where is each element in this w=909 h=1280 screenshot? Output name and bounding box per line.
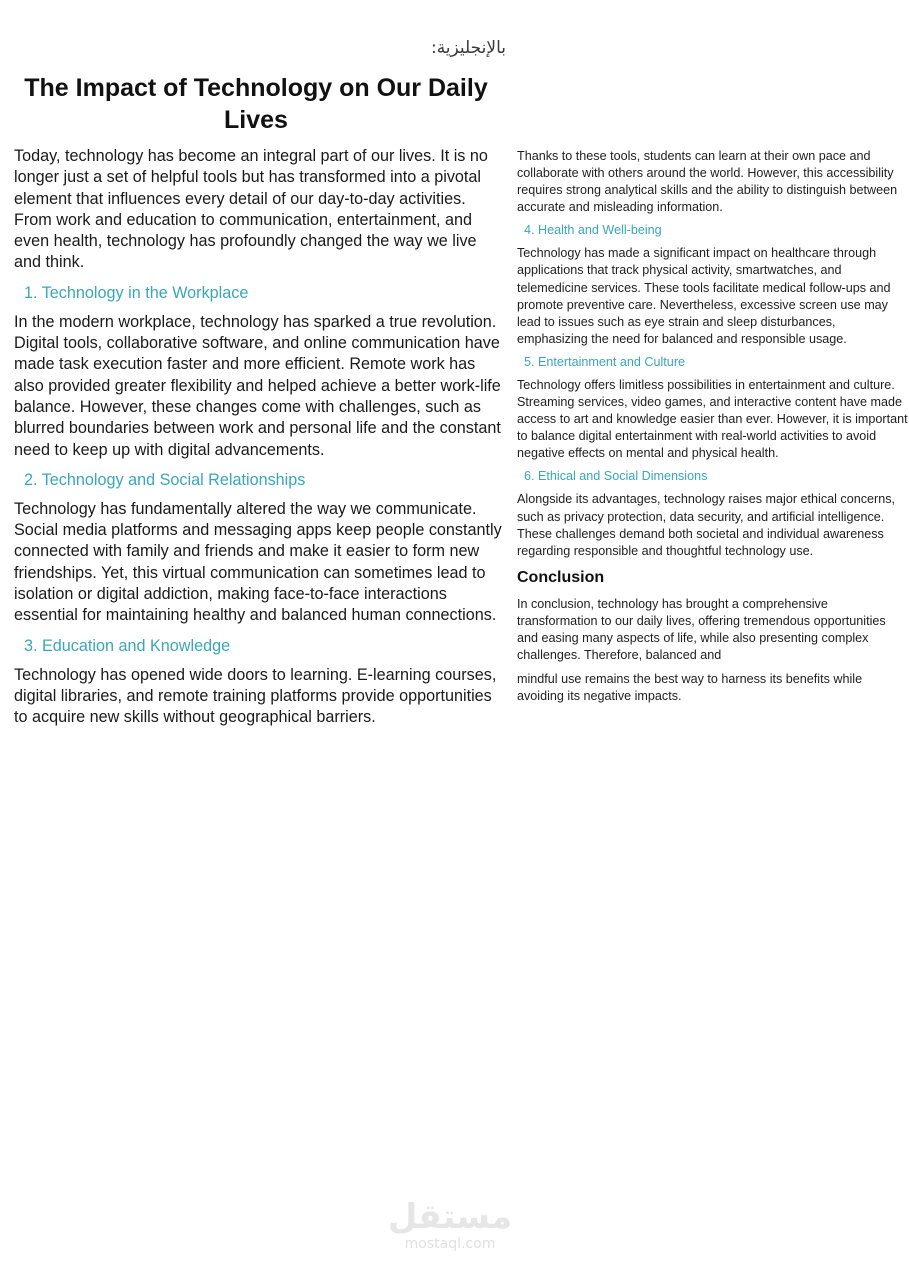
section-body-social: Technology has fundamentally altered the way we communicate. Social media platforms and messaging apps keep people constantly connected with family and friends and make it easier to form new friendships. Yet, this virtual communication can sometimes lead to isolation or digital addiction, making face-to-face interactions essential for maintaining healthy and balanced human connections. (14, 499, 502, 625)
section-heading-education: 3. Education and Knowledge (24, 636, 231, 655)
mostaql-watermark (380, 1198, 520, 1252)
conclusion-body-part1: In conclusion, technology has brought a comprehensive transformation to our daily lives, offering tremendous opportunities and easing many aspects of life, while also presenting complex challenges. Therefore, balanced and (517, 596, 886, 663)
section-heading-ethics: 6. Ethical and Social Dimensions (524, 469, 708, 484)
watermark-url: mostaql.com (404, 1236, 496, 1252)
section-body-health: Technology has made a significant impact on healthcare through applications that track physical activity, smartwatches, and telemedicine services. These tools facilitate medical follow-ups and promote preventive care. Nevertheless, excessive screen use may lead to issues such as eye strain and sleep disturbances, emphasizing the need for balanced and responsible usage. (517, 246, 891, 346)
education-continuation: Thanks to these tools, students can learn at their own pace and collaborate with others around the world. However, this accessibility requires strong analytical skills and the ability to distinguish between accurate and misleading information. (517, 149, 898, 215)
section-heading-entertainment: 5. Entertainment and Culture (524, 354, 686, 369)
section-heading-health: 4. Health and Well-being (524, 223, 662, 238)
language-label: بالإنجليزية: (430, 38, 506, 58)
section-heading-social: 2. Technology and Social Relationships (24, 470, 306, 489)
conclusion-heading: Conclusion (517, 568, 605, 586)
intro-paragraph: Today, technology has become an integral part of our lives. It is no longer just a set of helpful tools but has transformed into a pivotal element that influences every detail of our day-to-day activities. From work and education to communication, entertainment, and even health, technology has profoundly changed the way we live and think. (14, 147, 488, 272)
section-heading-workplace: 1. Technology in the Workplace (24, 283, 249, 302)
page-title: The Impact of Technology on Our Daily Lives (24, 74, 488, 134)
section-body-ethics: Alongside its advantages, technology raises major ethical concerns, such as privacy protection, data security, and artificial intelligence. These challenges demand both societal and individual awareness regarding responsible and thoughtful technology use. (517, 492, 896, 558)
section-body-education: Technology has opened wide doors to learning. E-learning courses, digital libraries, and remote training platforms provide opportunities to acquire new skills without geographical barriers. (14, 665, 497, 727)
watermark-arabic-logo: مستقل (387, 1197, 513, 1237)
section-body-entertainment: Technology offers limitless possibilities in entertainment and culture. Streaming services, video games, and interactive content have made access to art and knowledge easier than ever. However, it is important to balance digital entertainment with real-world activities to avoid negative effects on mental and physical health. (517, 377, 908, 461)
right-column (517, 148, 909, 705)
conclusion-clipped-block (517, 596, 909, 663)
left-column (14, 146, 502, 729)
section-body-workplace: In the modern workplace, technology has sparked a true revolution. Digital tools, collaborative software, and online communication have made task execution faster and more efficient. Remote work has also provided greater flexibility and helped achieve a better work-life balance. However, these changes come with challenges, such as blurred boundaries between work and personal life and the constant need to keep up with digital advancements. (14, 312, 501, 459)
conclusion-body-part2: mindful use remains the best way to harness its benefits while avoiding its negative impacts. (517, 671, 863, 703)
